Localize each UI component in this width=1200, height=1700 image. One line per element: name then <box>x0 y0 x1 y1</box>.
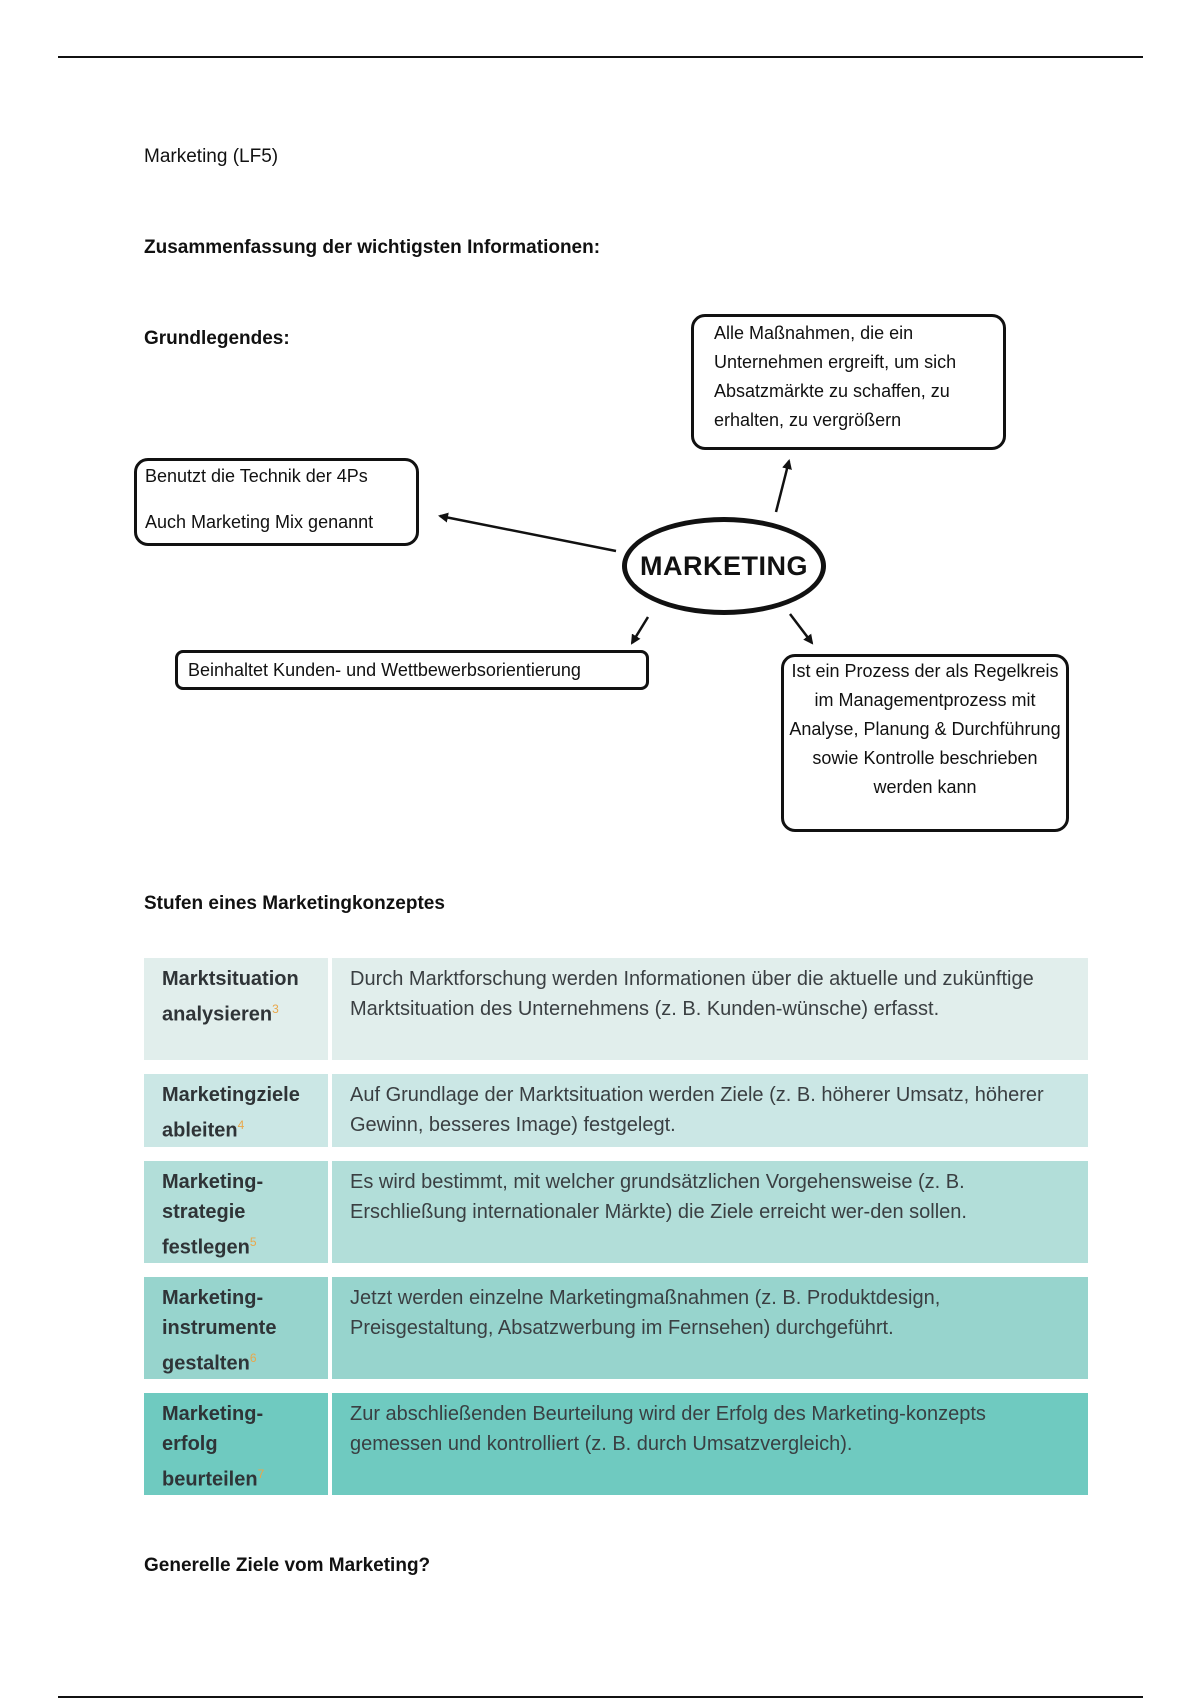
arrow-to-bottom-left <box>632 617 648 643</box>
stage-row <box>144 1277 1088 1379</box>
stage-row <box>144 958 1088 1060</box>
general-goals-question: Generelle Ziele vom Marketing? <box>144 1555 431 1576</box>
process-box <box>781 654 1069 832</box>
four-ps-box <box>134 458 419 546</box>
stage-note: 5 <box>249 1235 257 1249</box>
bottom-rule <box>58 1696 1143 1698</box>
stage-note: 3 <box>272 1002 279 1016</box>
stage-note: 4 <box>237 1118 245 1132</box>
stage-label: Marketing-strategie festlegen <box>162 1171 264 1259</box>
subject-title: Marketing (LF5) <box>144 146 279 167</box>
arrow-to-bottom-right <box>790 614 812 643</box>
section-heading-grundlegendes: Grundlegendes: <box>144 328 290 349</box>
definition-box <box>691 314 1006 450</box>
stage-label: Marketing-instrumente gestalten <box>162 1287 277 1375</box>
stage-label: Marketingziele ableiten <box>162 1084 300 1142</box>
arrow-to-left <box>440 516 616 551</box>
stages-table <box>144 958 1088 1509</box>
stage-description: Zur abschließenden Beurteilung wird der Erfolg des Marketing-konzepts gemessen und kontrolliert (z. B. durch Umsatzvergleich). <box>332 1393 1088 1495</box>
four-ps-line1: Benutzt die Technik der 4Ps <box>145 466 368 486</box>
stage-note: 6 <box>249 1351 257 1365</box>
summary-heading: Zusammenfassung der wichtigsten Informationen: <box>144 237 601 258</box>
stage-note: 7 <box>257 1467 265 1481</box>
arrow-to-top-right <box>776 461 789 512</box>
stage-row <box>144 1393 1088 1495</box>
stages-heading: Stufen eines Marketingkonzeptes <box>144 893 445 914</box>
stage-label: Marketing-erfolg beurteilen <box>162 1403 264 1491</box>
stage-row <box>144 1074 1088 1147</box>
marketing-center-node: MARKETING <box>622 517 826 615</box>
stage-description: Jetzt werden einzelne Marketingmaßnahmen (z. B. Produktdesign, Preisgestaltung, Absatzwerbung im Fernsehen) durchgeführt. <box>332 1277 1088 1379</box>
four-ps-line2: Auch Marketing Mix genannt <box>145 512 374 532</box>
process-text: Ist ein Prozess der als Regelkreis im Managementprozess mit Analyse, Planung & Durchführung sowie Kontrolle beschrieben werden kann <box>789 661 1061 797</box>
stage-row <box>144 1161 1088 1263</box>
stage-description: Es wird bestimmt, mit welcher grundsätzlichen Vorgehensweise (z. B. Erschließung internationaler Märkte) die Ziele erreicht wer-den sollen. <box>332 1161 1088 1263</box>
orientation-box <box>175 650 649 690</box>
stage-description: Auf Grundlage der Marktsituation werden Ziele (z. B. höherer Umsatz, höherer Gewinn, besseres Image) festgelegt. <box>332 1074 1088 1147</box>
stage-label: Marktsituation analysieren <box>162 968 299 1026</box>
orientation-text: Beinhaltet Kunden- und Wettbewerbsorientierung <box>188 660 581 680</box>
definition-text: Alle Maßnahmen, die ein Unternehmen ergreift, um sich Absatzmärkte zu schaffen, zu erhalten, zu vergrößern <box>714 323 957 430</box>
stage-description: Durch Marktforschung werden Informationen über die aktuelle und zukünftige Marktsituation des Unternehmens (z. B. Kunden-wünsche) erfasst. <box>332 958 1088 1060</box>
